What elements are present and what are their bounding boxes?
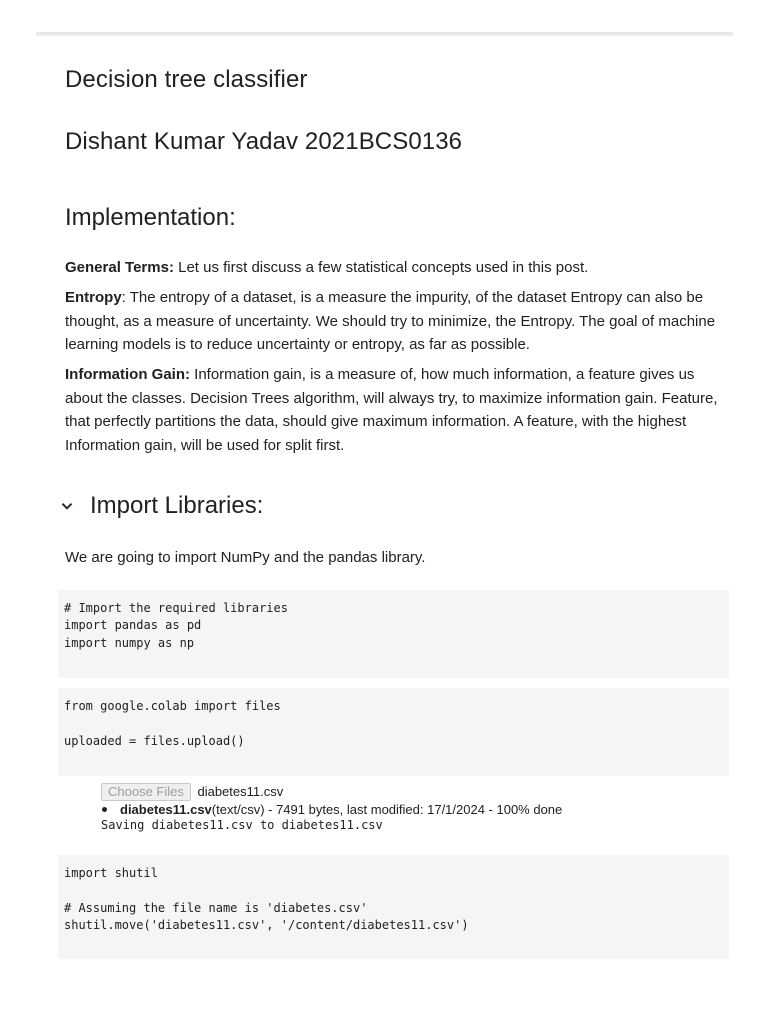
upload-status-item xyxy=(102,802,562,817)
code-cell-shutil[interactable]: import shutil # Assuming the file name is 'diabetes.csv' shutil.move('diabetes11.csv', '/content/diabetes11.csv') xyxy=(58,855,729,959)
code-cell-imports[interactable]: # Import the required libraries import pandas as pd import numpy as np xyxy=(58,590,729,678)
uploaded-file-name: diabetes11.csv xyxy=(120,802,212,817)
information-gain-text: Information gain, is a measure of, how much information, a feature gives us about the classes. Decision Trees algorithm, will always try, to maximize information gain. Feature, that perfectly partitions the data, should give maximum information. A feature, with the highest Information gain, will be used for split first. xyxy=(65,366,718,454)
notebook-title: Decision tree classifier xyxy=(65,66,308,93)
entropy-text: : The entropy of a dataset, is a measure the impurity, of the dataset Entropy can also be thought, as a measure of uncertainty. We should try to minimize, the Entropy. The goal of machine learning models is to reduce uncertainty or entropy, as far as possible. xyxy=(65,289,716,353)
file-chooser-row xyxy=(101,783,283,801)
saving-output-text: Saving diabetes11.csv to diabetes11.csv xyxy=(101,818,383,832)
general-terms-paragraph xyxy=(65,256,729,280)
general-terms-label: General Terms: xyxy=(65,259,174,276)
entropy-paragraph xyxy=(65,286,729,357)
entropy-label: Entropy xyxy=(65,289,122,306)
notebook-top-divider xyxy=(36,32,733,35)
information-gain-label: Information Gain: xyxy=(65,366,190,383)
bullet-icon xyxy=(102,807,107,812)
chevron-down-icon[interactable] xyxy=(56,495,78,517)
import-libraries-heading: Import Libraries: xyxy=(90,492,264,519)
code-cell-upload[interactable]: from google.colab import files uploaded = files.upload() xyxy=(58,688,729,776)
import-intro-text: We are going to import NumPy and the pandas library. xyxy=(65,549,426,566)
author-line: Dishant Kumar Yadav 2021BCS0136 xyxy=(65,128,463,155)
chosen-file-name: diabetes11.csv xyxy=(197,784,284,799)
choose-files-button[interactable]: Choose Files xyxy=(101,783,191,801)
implementation-heading: Implementation: xyxy=(65,204,236,231)
information-gain-paragraph xyxy=(65,363,729,457)
uploaded-file-details: (text/csv) - 7491 bytes, last modified: 17/1/2024 - 100% done xyxy=(211,802,563,817)
import-libraries-section-toggle[interactable] xyxy=(56,492,263,520)
general-terms-text: Let us first discuss a few statistical concepts used in this post. xyxy=(173,259,589,276)
